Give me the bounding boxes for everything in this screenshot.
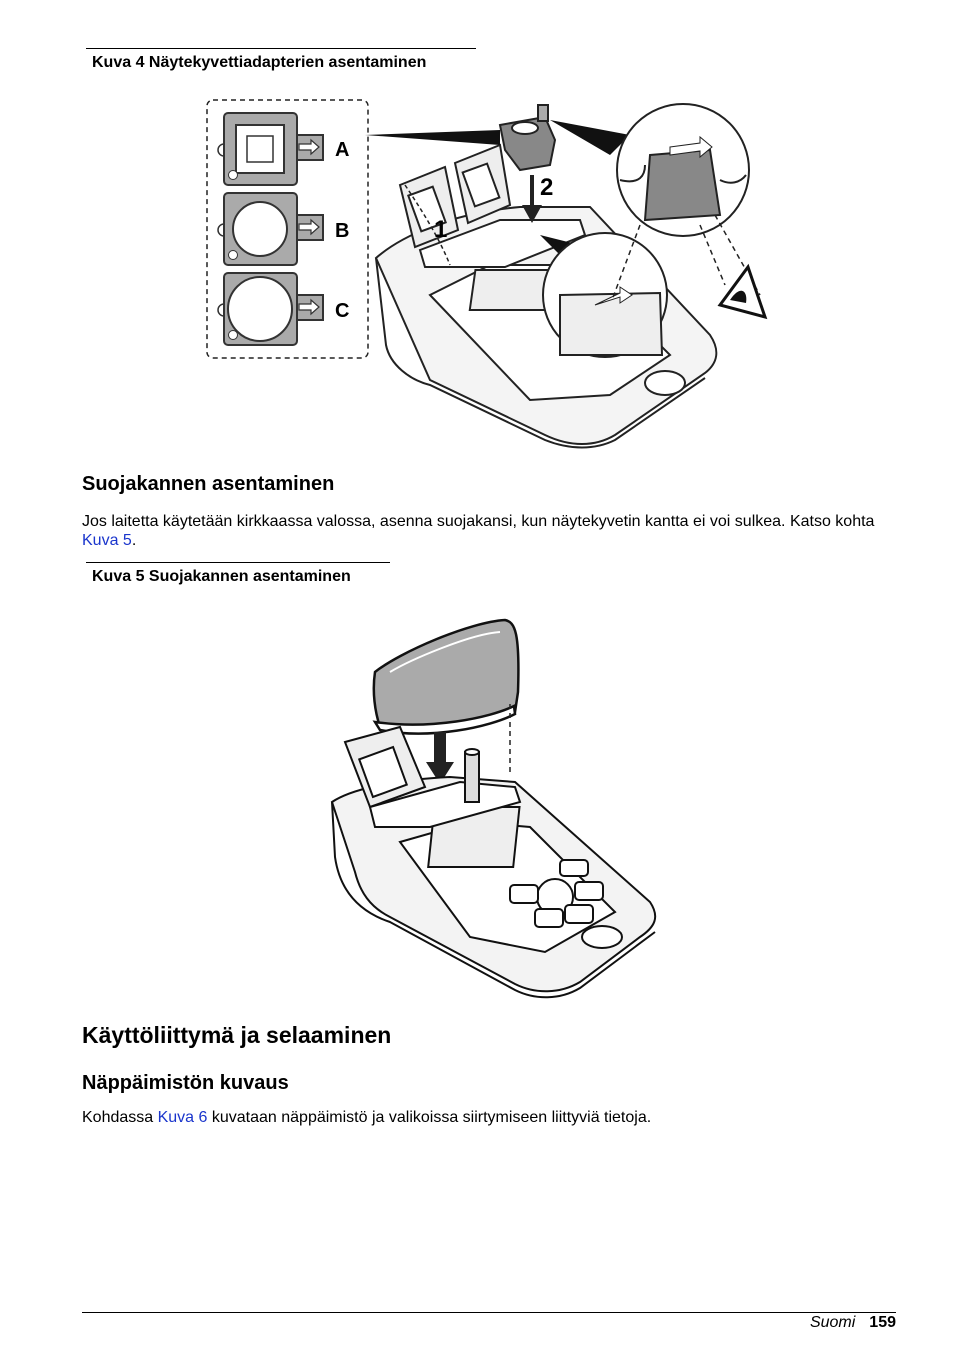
protective-cover-icon	[374, 620, 519, 734]
figure-5-illustration	[330, 612, 660, 997]
chapter-heading-user-interface: Käyttöliittymä ja selaaminen	[82, 1022, 392, 1048]
eye-icon	[720, 267, 765, 317]
page-number: 159	[869, 1314, 896, 1331]
footer-divider	[82, 1312, 896, 1313]
adapter-c-icon	[218, 273, 323, 345]
figure-4-illustration	[200, 95, 780, 450]
paragraph-text: Jos laitetta käytetään kirkkaassa valossa, asenna suojakansi, kun näytekyvetin kantta ei voi sulkea. Katso kohta	[82, 513, 875, 530]
instrument-device-icon-2	[332, 727, 655, 997]
adapter-a-icon	[218, 113, 323, 185]
adapter-label-c: C	[335, 300, 350, 322]
section-paragraph-keypad	[82, 1108, 897, 1127]
step-1-label: 1	[434, 216, 448, 243]
figure-4-caption: Kuva 4 Näytekyvettiadapterien asentaminen	[86, 48, 476, 72]
section-heading-keypad: Näppäimistön kuvaus	[82, 1072, 289, 1094]
adapter-insert-icon	[500, 105, 555, 170]
footer-language: Suomi	[809, 1314, 856, 1331]
adapter-label-a: A	[335, 139, 350, 161]
section-heading-protective-cover: Suojakannen asentaminen	[82, 473, 335, 495]
page-footer	[810, 1314, 896, 1332]
step-2-label: 2	[540, 174, 554, 201]
adapter-label-b: B	[335, 220, 350, 242]
paragraph-text-end: .	[131, 532, 137, 549]
adapter-b-icon	[218, 193, 323, 265]
section-paragraph-protective-cover	[82, 512, 897, 550]
zoom-compartment-detail	[543, 233, 667, 357]
pointer-to-zoom-top	[550, 120, 630, 155]
figure-5-caption: Kuva 5 Suojakannen asentaminen	[86, 562, 390, 586]
link-figure-6[interactable]: Kuva 6	[157, 1109, 208, 1126]
link-figure-5[interactable]: Kuva 5	[82, 532, 132, 549]
paragraph-text-end: kuvataan näppäimistö ja valikoissa siirtymiseen liittyviä tietoja.	[207, 1109, 652, 1126]
paragraph-text: Kohdassa	[82, 1109, 158, 1126]
zoom-adapter-detail	[617, 104, 749, 236]
pointer-to-lid	[365, 130, 500, 145]
